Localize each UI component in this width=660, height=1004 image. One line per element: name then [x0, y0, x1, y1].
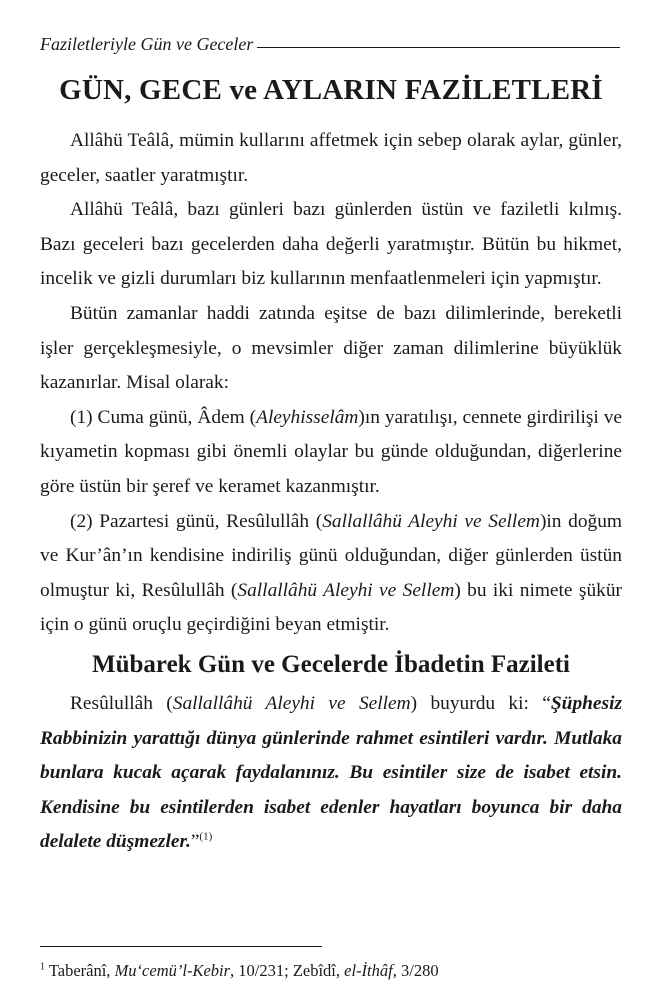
paragraph-4	[40, 401, 622, 505]
book-title: el-İthâf	[344, 961, 393, 980]
honorific: Aleyhisselâm	[256, 406, 359, 428]
text-segment: )ın yaratılışı, cennete girdirilişi ve kıyametin kopması gibi önemli olaylar bu günde olduğundan, diğerlerine göre üstün bir şeref ve keramet kazanmıştır.	[40, 406, 623, 497]
section-heading: Mübarek Gün ve Gecelerde İbadetin Fazileti	[92, 650, 570, 678]
quote-close: ”	[190, 831, 200, 853]
page-body	[40, 124, 622, 860]
text-segment: )in doğum ve Kur’ân’ın kendisine indiriliş günü olduğundan, diğer günlerden üstün olmuştur ki, Resûlullâh (	[40, 510, 622, 601]
text-segment: ) buyurdu ki: “	[410, 692, 551, 714]
honorific: Sallallâhü Aleyhi ve Sellem	[237, 579, 455, 601]
text-segment: (2) Pazartesi günü, Resûlullâh (	[70, 510, 323, 532]
footnote-reference: (1)	[199, 830, 213, 843]
book-title: Mu‘cemü’l-Kebir	[114, 961, 231, 980]
honorific: Sallallâhü Aleyhi ve Sellem	[172, 692, 411, 714]
running-title: Faziletleriyle Gün ve Geceler	[40, 33, 254, 54]
text-segment: (1) Cuma günü, Âdem (	[70, 406, 257, 428]
hadith-quote: Şüphesiz Rabbinizin yarattığı dünya günlerinde rahmet esintileri vardır. Mutlaka bunlara kucak açarak faydalanınız. Bu esintiler size de isabet etsin. Kendisine bu esintilerden isabet edenler hayatları boyunca bir daha delalete düşmezler.	[40, 692, 623, 853]
text-segment: , 3/280	[392, 961, 439, 980]
paragraph-3: Bütün zamanlar haddi zatında eşitse de bazı dilimlerinde, bereketli işler gerçekleşmesiyle, o mevsimler diğer zaman dilimlerine büyüklük kazanırlar. Misal olarak:	[40, 302, 622, 394]
text-segment: Taberânî,	[45, 961, 115, 980]
paragraph-5	[40, 505, 622, 643]
hadith-paragraph	[40, 687, 622, 860]
footnote-rule	[40, 946, 322, 947]
running-header	[40, 32, 620, 56]
text-segment: , 10/231; Zebîdî,	[230, 961, 345, 980]
text-segment: Resûlullâh (	[70, 692, 173, 714]
paragraph-2: Allâhü Teâlâ, bazı günleri bazı günlerden üstün ve faziletli kılmış. Bazı geceleri bazı gecelerden daha değerli yaratmıştır. Bütün bu hikmet, incelik ve gizli durumları biz kullarının menfaatlenmeleri için yapmıştır.	[40, 199, 622, 290]
paragraph-1: Allâhü Teâlâ, mümin kullarını affetmek için sebep olarak aylar, günler, geceler, saatler yaratmıştır.	[40, 130, 622, 186]
honorific: Sallallâhü Aleyhi ve Sellem	[322, 510, 540, 532]
chapter-title: GÜN, GECE ve AYLARIN FAZİLETLERİ	[59, 74, 603, 106]
text-segment: ) bu iki nimete şükür için o günü oruçlu geçirdiğini beyan etmiştir.	[40, 579, 622, 636]
header-rule	[257, 47, 620, 48]
footnote-number: 1	[40, 961, 45, 973]
footnote	[40, 960, 622, 982]
